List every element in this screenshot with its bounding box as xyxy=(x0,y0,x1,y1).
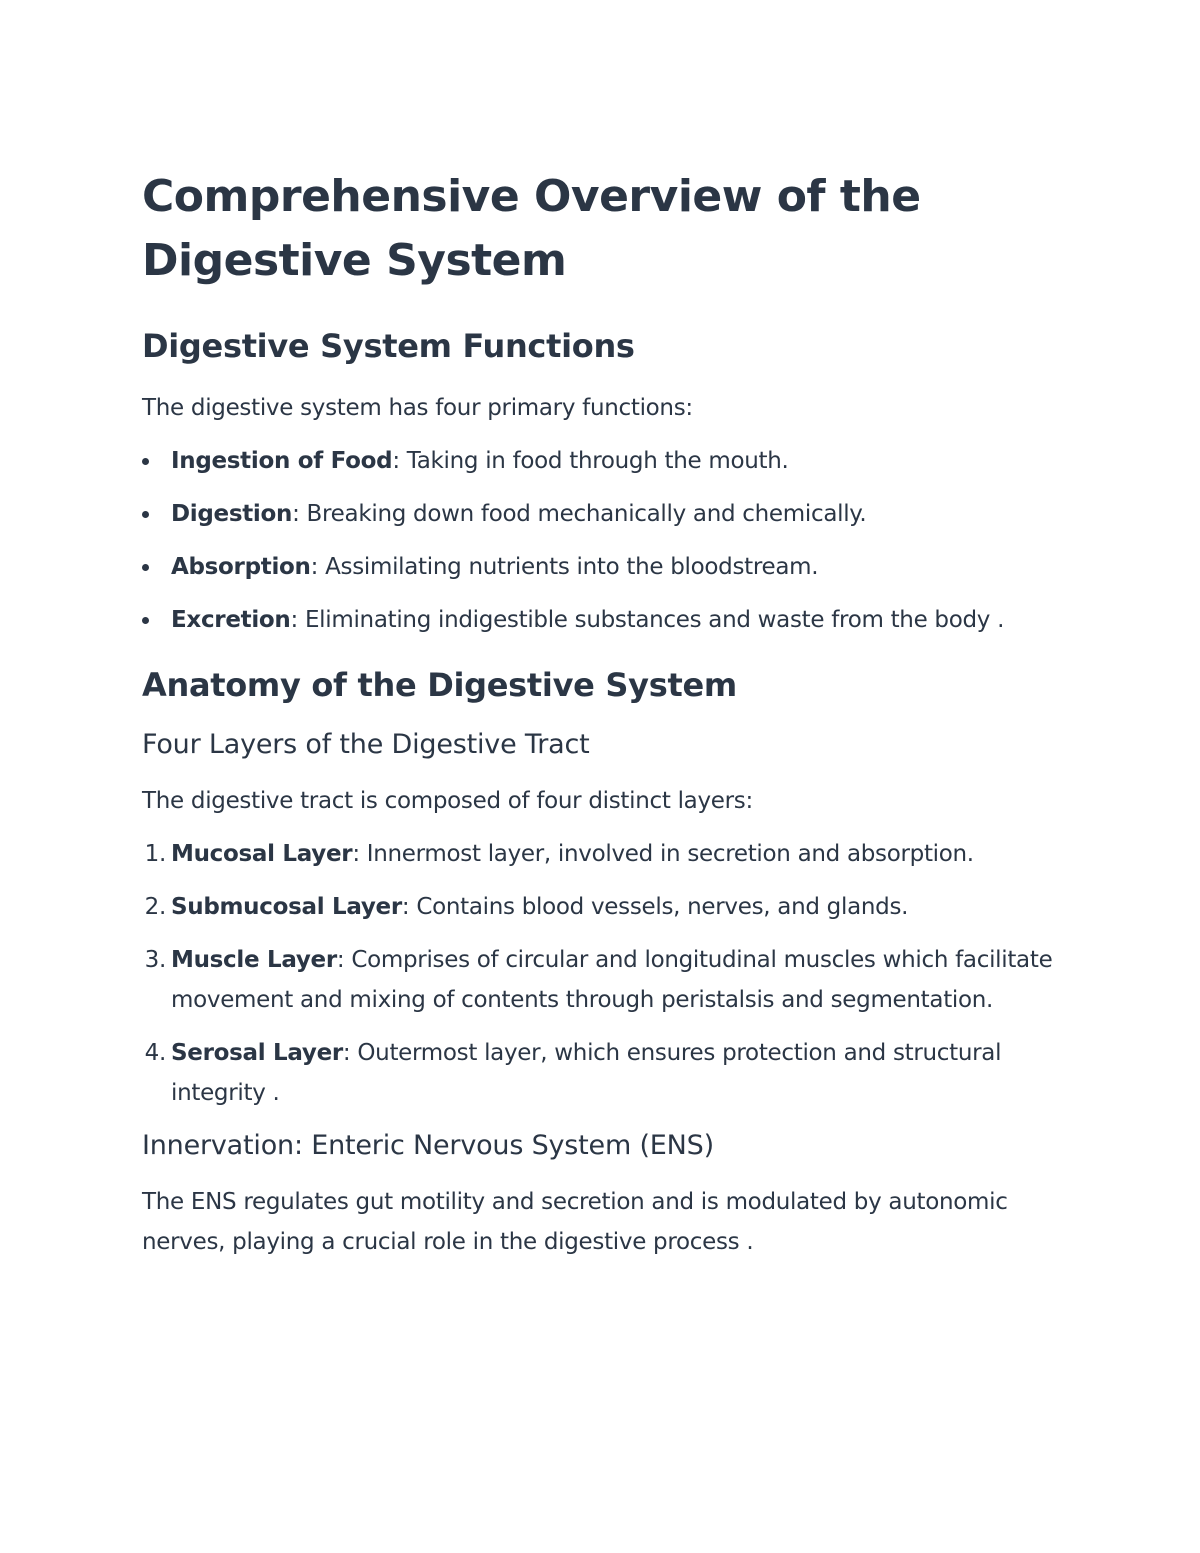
layers-intro: The digestive tract is composed of four distinct layers: xyxy=(142,788,753,814)
item-term: Submucosal Layer xyxy=(171,894,402,920)
list-item xyxy=(142,441,1062,481)
item-term: Excretion xyxy=(171,607,291,633)
list-item xyxy=(142,494,1062,534)
item-text: : Innermost layer, involved in secretion and absorption. xyxy=(352,841,974,867)
section-heading-functions: Digestive System Functions xyxy=(142,327,635,365)
list-item xyxy=(142,940,1062,1020)
subsection-heading-layers: Four Layers of the Digestive Tract xyxy=(142,729,590,760)
functions-intro: The digestive system has four primary functions: xyxy=(142,395,693,421)
list-item xyxy=(142,1033,1062,1113)
list-item xyxy=(142,887,1062,927)
item-text: : Assimilating nutrients into the bloodstream. xyxy=(310,554,819,580)
item-text: : Comprises of circular and longitudinal muscles which facilitate movement and mixing of contents through peristalsis and segmentation. xyxy=(171,947,1053,1013)
bullet-icon xyxy=(142,617,149,624)
item-text: : Contains blood vessels, nerves, and glands. xyxy=(401,894,909,920)
item-number: 2. xyxy=(144,894,166,920)
item-number: 3. xyxy=(144,947,166,973)
item-term: Ingestion of Food xyxy=(171,448,393,474)
bullet-icon xyxy=(142,511,149,518)
item-text: : Taking in food through the mouth. xyxy=(392,448,789,474)
item-term: Absorption xyxy=(171,554,311,580)
item-text: : Eliminating indigestible substances and waste from the body . xyxy=(290,607,1005,633)
innervation-text: The ENS regulates gut motility and secretion and is modulated by autonomic nerves, playing a crucial role in the digestive process . xyxy=(142,1189,1008,1255)
item-term: Digestion xyxy=(171,501,293,527)
item-text: : Outermost layer, which ensures protection and structural integrity . xyxy=(171,1040,1002,1106)
bullet-icon xyxy=(142,458,149,465)
bullet-icon xyxy=(142,564,149,571)
item-text: : Breaking down food mechanically and chemically. xyxy=(292,501,867,527)
item-term: Serosal Layer xyxy=(171,1040,343,1066)
section-heading-anatomy: Anatomy of the Digestive System xyxy=(142,666,737,704)
document-page xyxy=(142,165,1062,1262)
document-title: Comprehensive Overview of the Digestive System xyxy=(142,171,921,286)
list-item xyxy=(142,547,1062,587)
item-term: Muscle Layer xyxy=(171,947,337,973)
item-number: 4. xyxy=(144,1040,166,1066)
list-item xyxy=(142,600,1062,640)
item-number: 1. xyxy=(144,841,166,867)
subsection-heading-innervation: Innervation: Enteric Nervous System (ENS) xyxy=(142,1130,714,1161)
functions-list xyxy=(142,441,1062,640)
list-item xyxy=(142,834,1062,874)
item-term: Mucosal Layer xyxy=(171,841,353,867)
layers-list xyxy=(142,834,1062,1113)
